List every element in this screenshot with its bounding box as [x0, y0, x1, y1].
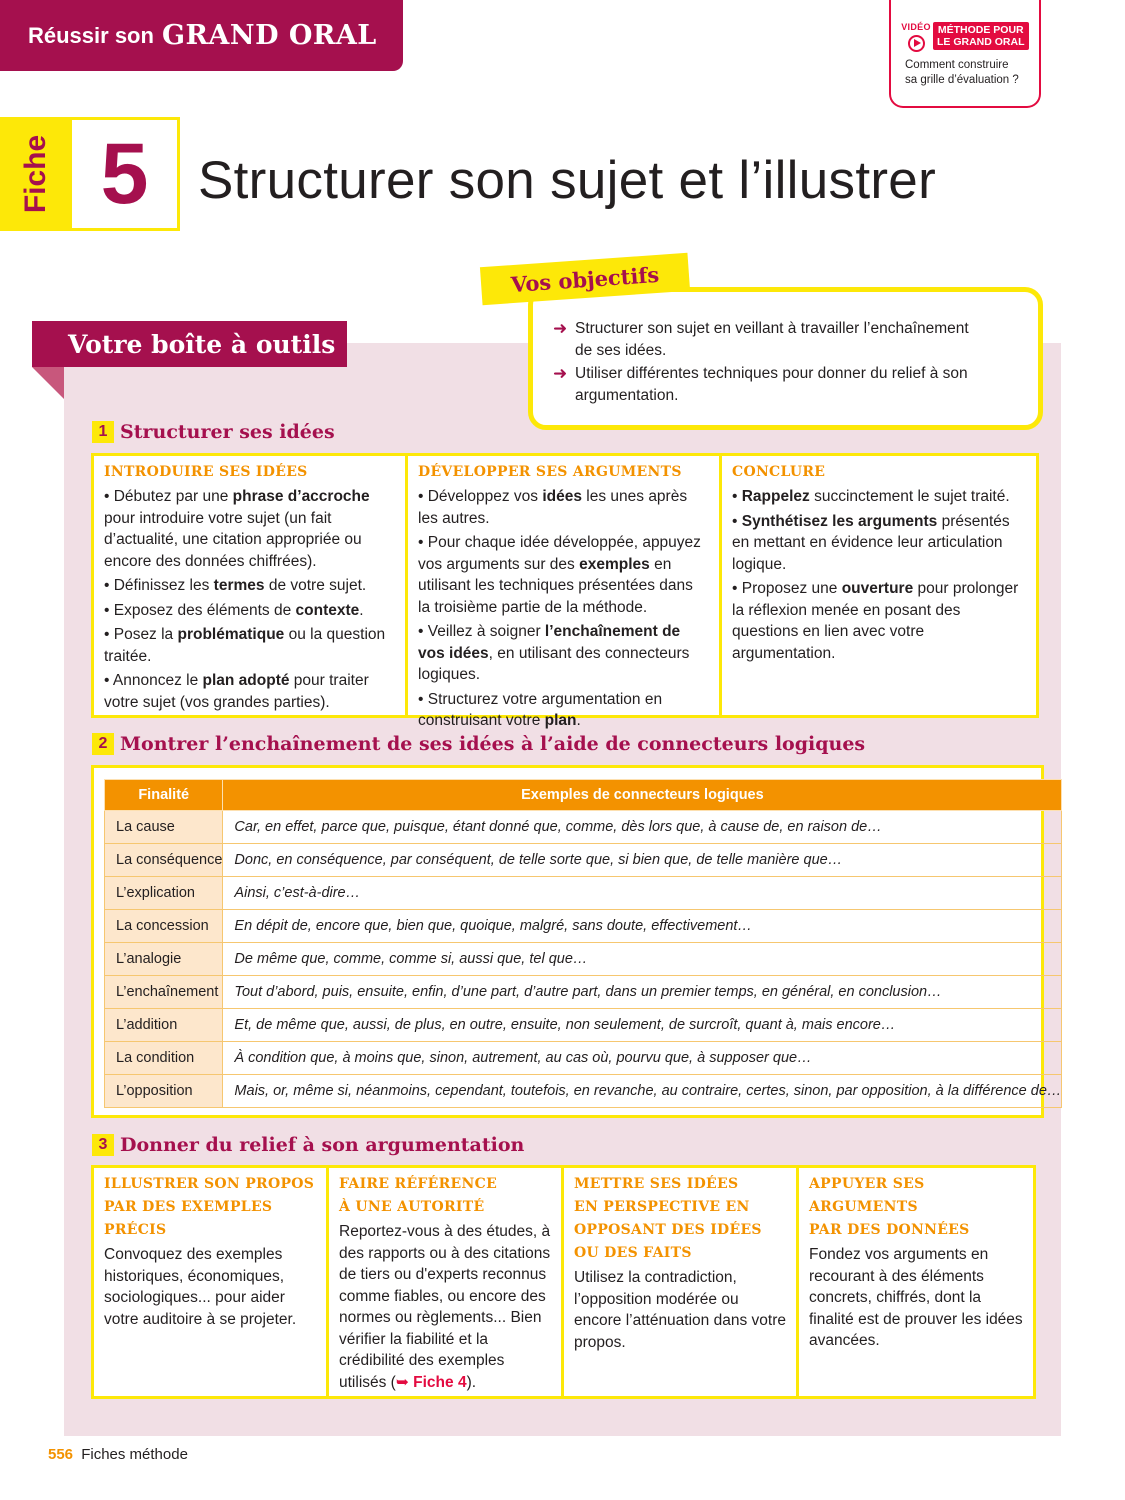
toolbox-fold — [32, 367, 64, 399]
bullet-text: • Exposez des éléments de — [104, 601, 296, 619]
section-number: 1 — [92, 421, 114, 443]
column-heading: CONCLURE — [732, 464, 826, 480]
connectors-cell: Mais, or, même si, néanmoins, cependant, toutefois, en revanche, au contraire, certes, sinon, par opposition, à la différence de… — [223, 1075, 1062, 1108]
fiche-label-text: Fiche — [19, 134, 53, 214]
column-heading-line: METTRE SES IDÉES — [574, 1176, 739, 1192]
fiche-reference-link[interactable]: ➥ Fiche 4 — [395, 1373, 467, 1391]
section-title: Donner du relief à son argumentation — [120, 1134, 525, 1156]
column-heading: DÉVELOPPER SES ARGUMENTS — [418, 464, 682, 480]
column-body: Utilisez la contradiction, l’opposition modérée ou encore l’atténuation dans votre propos. — [574, 1269, 786, 1351]
connectors-cell: Car, en effet, parce que, puisque, étant donné que, comme, dès lors que, à cause de, en raison de… — [223, 811, 1062, 844]
column-heading-line: FAIRE RÉFÉRENCE — [339, 1176, 498, 1192]
objective-text: Structurer son sujet en veillant à travailler l’enchaînement de ses idées. — [575, 320, 969, 359]
video-badge-line: LE GRAND ORAL — [937, 36, 1025, 48]
bullet-text: • Débutez par une — [104, 488, 233, 505]
objective-item — [553, 363, 1018, 407]
bullet-text: en utilisant les techniques présentées dans la troisième partie de la méthode. — [418, 555, 693, 616]
connectors-cell: Donc, en conséquence, par conséquent, de telle sorte que, si bien que, de telle manière que… — [223, 844, 1062, 877]
table-header-row — [105, 780, 1062, 811]
grid-column — [94, 456, 408, 715]
connectors-cell: Tout d’abord, puis, ensuite, enfin, d’une part, d’autre part, dans un premier temps, en général, en conclusion… — [223, 976, 1062, 1009]
bullet-keyword: problématique — [177, 626, 285, 643]
arrow-right-icon: ➜ — [553, 364, 568, 383]
connectors-cell: À condition que, à moins que, sinon, autrement, au cas où, pourvu que, à supposer que… — [223, 1042, 1062, 1075]
bullet-text: pour traiter votre sujet (vos grandes parties). — [104, 672, 369, 711]
column-header: Finalité — [105, 780, 223, 811]
structure-grid — [91, 453, 1039, 729]
column-heading — [809, 1173, 1023, 1242]
column-heading-line: EN PERSPECTIVE EN — [574, 1199, 750, 1215]
section-number: 3 — [92, 1134, 114, 1156]
purpose-cell: La conséquence — [105, 844, 223, 877]
connectors-cell: Et, de même que, aussi, de plus, en outre, ensuite, non seulement, de surcroît, quant à, mais encore… — [223, 1009, 1062, 1042]
bullet-text: • Structurez votre argumentation en construisant votre — [418, 690, 663, 729]
banner-title: GRAND ORAL — [161, 20, 377, 51]
bullet-keyword: plan — [544, 712, 577, 729]
toolbox-title: Votre boîte à outils — [32, 321, 347, 367]
purpose-cell: L’analogie — [105, 943, 223, 976]
section-2-heading — [92, 733, 865, 755]
bullet-keyword: Rappelez — [741, 488, 810, 505]
column-heading — [104, 1173, 316, 1242]
bullet-text: • Posez la — [104, 626, 178, 643]
column-heading: INTRODUIRE SES IDÉES — [104, 464, 308, 480]
video-caption-line: Comment construire — [905, 59, 1009, 71]
purpose-cell: L’addition — [105, 1009, 223, 1042]
bullet-keyword: Synthétisez les arguments — [741, 512, 938, 530]
column-text — [574, 1267, 786, 1353]
bullet-item — [104, 575, 395, 597]
column-body: Fondez vos arguments en recourant à des éléments concrets, chiffrés, dont la finalité est de prouver les idées avancées. — [809, 1246, 1023, 1349]
bullet-text: • Définissez les — [104, 577, 214, 594]
table-row — [105, 976, 1062, 1009]
bullet-text: • — [732, 488, 742, 505]
grid-column — [799, 1168, 1033, 1396]
objectives-title: Vos objectifs — [510, 261, 660, 297]
banner-prefix: Réussir son — [28, 22, 154, 48]
relief-grid — [91, 1165, 1036, 1399]
objectives-box — [528, 287, 1043, 430]
connectors-cell: En dépit de, encore que, bien que, quoique, malgré, sans doute, effectivement… — [223, 910, 1062, 943]
bullet-text: • Annoncez le — [104, 672, 203, 689]
section-title: Structurer ses idées — [120, 421, 335, 443]
footer-label: Fiches méthode — [81, 1446, 188, 1463]
bullet-keyword: exemples — [579, 555, 650, 573]
bullet-text: • — [732, 512, 742, 530]
section-1-heading — [92, 421, 335, 443]
column-heading-line: PAR DES EXEMPLES PRÉCIS — [104, 1199, 273, 1238]
section-banner — [0, 0, 403, 71]
connectors-cell: Ainsi, c’est-à-dire… — [223, 877, 1062, 910]
bullet-item — [732, 511, 1026, 576]
purpose-cell: L’enchaînement — [105, 976, 223, 1009]
column-text — [418, 486, 709, 732]
column-text — [104, 486, 395, 713]
bullet-text: présentés en mettant en évidence leur articulation logique. — [732, 512, 1010, 573]
bullet-item — [104, 624, 395, 667]
video-caption-line: sa grille d’évaluation ? — [905, 74, 1019, 86]
bullet-item — [418, 621, 709, 686]
grid-column — [564, 1168, 799, 1396]
bullet-text: les unes après les autres. — [418, 488, 688, 527]
bullet-keyword: termes — [213, 577, 265, 594]
section-title: Montrer l’enchaînement de ses idées à l’aide de connecteurs logiques — [120, 733, 866, 755]
bullet-text: • Pour chaque idée développée, appuyez vos arguments sur des — [418, 534, 701, 573]
column-heading-line: OU DES FAITS — [574, 1245, 692, 1261]
bullet-item — [104, 670, 395, 713]
bullet-text: , en utilisant des connecteurs logiques. — [418, 644, 690, 683]
bullet-text: • Veillez à soigner — [418, 623, 545, 640]
bullet-text: . — [576, 712, 581, 729]
arrow-right-icon: ➜ — [553, 319, 568, 338]
grid-column — [329, 1168, 564, 1396]
fiche-number: 5 — [100, 126, 149, 222]
bullet-keyword: contexte — [295, 601, 360, 619]
objective-text: Utiliser différentes techniques pour donner du relief à son argumentation. — [575, 365, 968, 404]
bullet-keyword: idées — [542, 488, 582, 505]
fiche-label — [0, 117, 72, 231]
video-link[interactable] — [889, 0, 1041, 108]
bullet-text: ou la question traitée. — [104, 626, 386, 665]
column-text — [339, 1221, 551, 1393]
connectors-cell: De même que, comme, comme si, aussi que, tel que… — [223, 943, 1062, 976]
objective-item — [553, 318, 1018, 362]
table-row — [105, 1009, 1062, 1042]
fiche-number-box — [72, 117, 180, 231]
video-label: VIDÉO — [901, 22, 931, 32]
table-row — [105, 1042, 1062, 1075]
section-number: 2 — [92, 733, 114, 755]
grid-column — [408, 456, 722, 729]
column-heading-line: APPUYER SES ARGUMENTS — [809, 1176, 925, 1215]
bullet-text: de votre sujet. — [264, 577, 367, 594]
table-row — [105, 943, 1062, 976]
bullet-text: succinctement le sujet traité. — [809, 488, 1010, 505]
bullet-text: • Proposez une — [732, 580, 842, 597]
column-text — [809, 1244, 1023, 1352]
bullet-keyword: phrase d’accroche — [232, 488, 370, 505]
bullet-keyword: plan adopté — [202, 672, 290, 689]
column-heading-line: OPPOSANT DES IDÉES — [574, 1222, 762, 1238]
column-heading-line: ILLUSTRER SON PROPOS — [104, 1176, 315, 1192]
grid-column — [94, 1168, 329, 1396]
video-caption — [905, 58, 1039, 88]
purpose-cell: La concession — [105, 910, 223, 943]
bullet-item — [732, 578, 1026, 664]
bullet-keyword: ouverture — [841, 580, 914, 597]
bullet-item — [104, 600, 395, 622]
bullet-keyword: l’enchaînement de vos idées — [418, 623, 681, 662]
column-heading-line: À UNE AUTORITÉ — [339, 1199, 485, 1215]
column-heading — [339, 1173, 551, 1219]
column-header: Exemples de connecteurs logiques — [223, 780, 1062, 811]
bullet-item — [732, 486, 1026, 508]
play-icon[interactable] — [908, 35, 925, 52]
connectors-table — [104, 779, 1062, 1108]
table-row — [105, 910, 1062, 943]
bullet-item — [104, 486, 395, 572]
page-number: 556 — [48, 1446, 74, 1463]
column-heading-line: PAR DES DONNÉES — [809, 1222, 970, 1238]
bullet-text: • Développez vos — [418, 488, 543, 505]
table-row — [105, 844, 1062, 877]
purpose-cell: L’opposition — [105, 1075, 223, 1108]
bullet-text: . — [359, 601, 364, 619]
table-row — [105, 811, 1062, 844]
table-row — [105, 1075, 1062, 1108]
page-footer — [48, 1446, 188, 1463]
column-heading — [574, 1173, 786, 1265]
bullet-item — [418, 532, 709, 618]
column-text — [104, 1244, 316, 1330]
bullet-item — [418, 689, 709, 732]
purpose-cell: La condition — [105, 1042, 223, 1075]
purpose-cell: La cause — [105, 811, 223, 844]
grid-column — [722, 456, 1036, 715]
video-badge-line: MÉTHODE POUR — [937, 24, 1024, 36]
bullet-text: pour prolonger la réflexion menée en posant des questions en lien avec votre argumentation. — [732, 580, 1019, 662]
column-text — [732, 486, 1026, 664]
bullet-item — [418, 486, 709, 529]
column-body-end: ). — [466, 1373, 477, 1391]
table-row — [105, 877, 1062, 910]
connectors-table-frame — [91, 765, 1062, 1118]
column-body: Convoquez des exemples historiques, économiques, sociologiques... pour aider votre auditoire à se projeter. — [104, 1246, 297, 1328]
page-title: Structurer son sujet et l’illustrer — [198, 151, 937, 210]
column-body: Reportez-vous à des études, à des rapports ou à des citations de tiers ou d'experts reconnus comme fiables, ou encore des normes ou règlements... Bien vérifier la fiabilité et la crédibilité des exemples utilisés ( — [339, 1223, 551, 1391]
section-3-heading — [92, 1134, 524, 1156]
purpose-cell: L’explication — [105, 877, 223, 910]
bullet-text: pour introduire votre sujet (un fait d’actualité, une citation appropriée ou encore des données chiffrées). — [104, 509, 362, 570]
video-badge — [933, 22, 1029, 50]
